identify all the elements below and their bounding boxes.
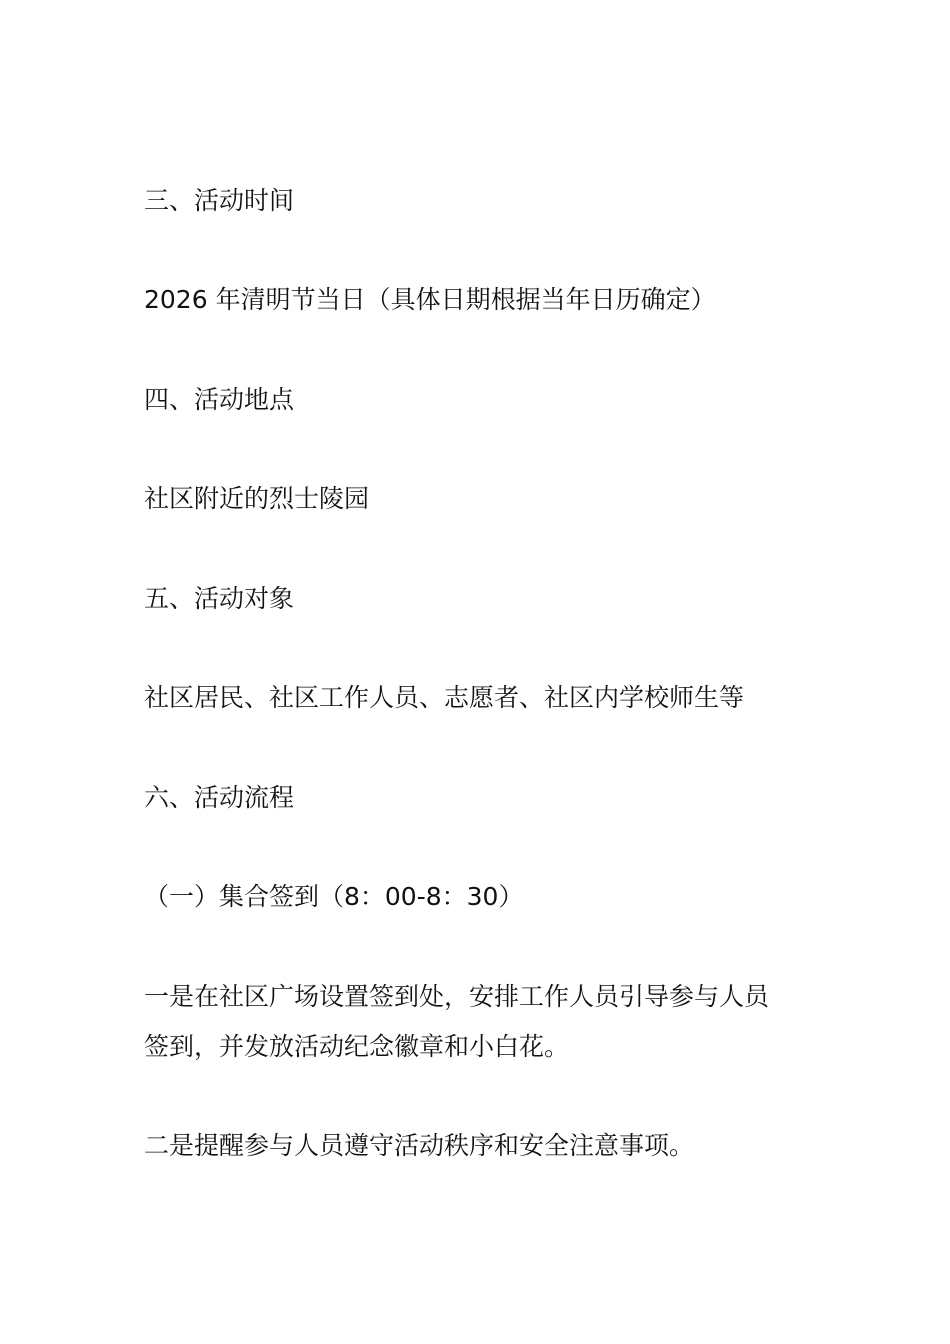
section-heading-target: 五、活动对象 (144, 584, 295, 613)
section-heading-process: 六、活动流程 (144, 783, 295, 812)
section-heading-place: 四、活动地点 (144, 385, 295, 414)
section-heading-time: 三、活动时间 (144, 186, 295, 215)
step1-item1-line2: 签到，并发放活动纪念徽章和小白花。 (144, 1032, 570, 1061)
step1-item1-line1: 一是在社区广场设置签到处，安排工作人员引导参与人员 (144, 982, 770, 1011)
target-text: 社区居民、社区工作人员、志愿者、社区内学校师生等 (144, 683, 745, 712)
time-text: 2026 年清明节当日（具体日期根据当年日历确定） (144, 285, 716, 314)
step1-item2: 二是提醒参与人员遵守活动秩序和安全注意事项。 (144, 1131, 695, 1160)
place-text: 社区附近的烈士陵园 (144, 484, 370, 513)
step1-heading: （一）集合签到（8：00-8：30） (144, 882, 524, 911)
